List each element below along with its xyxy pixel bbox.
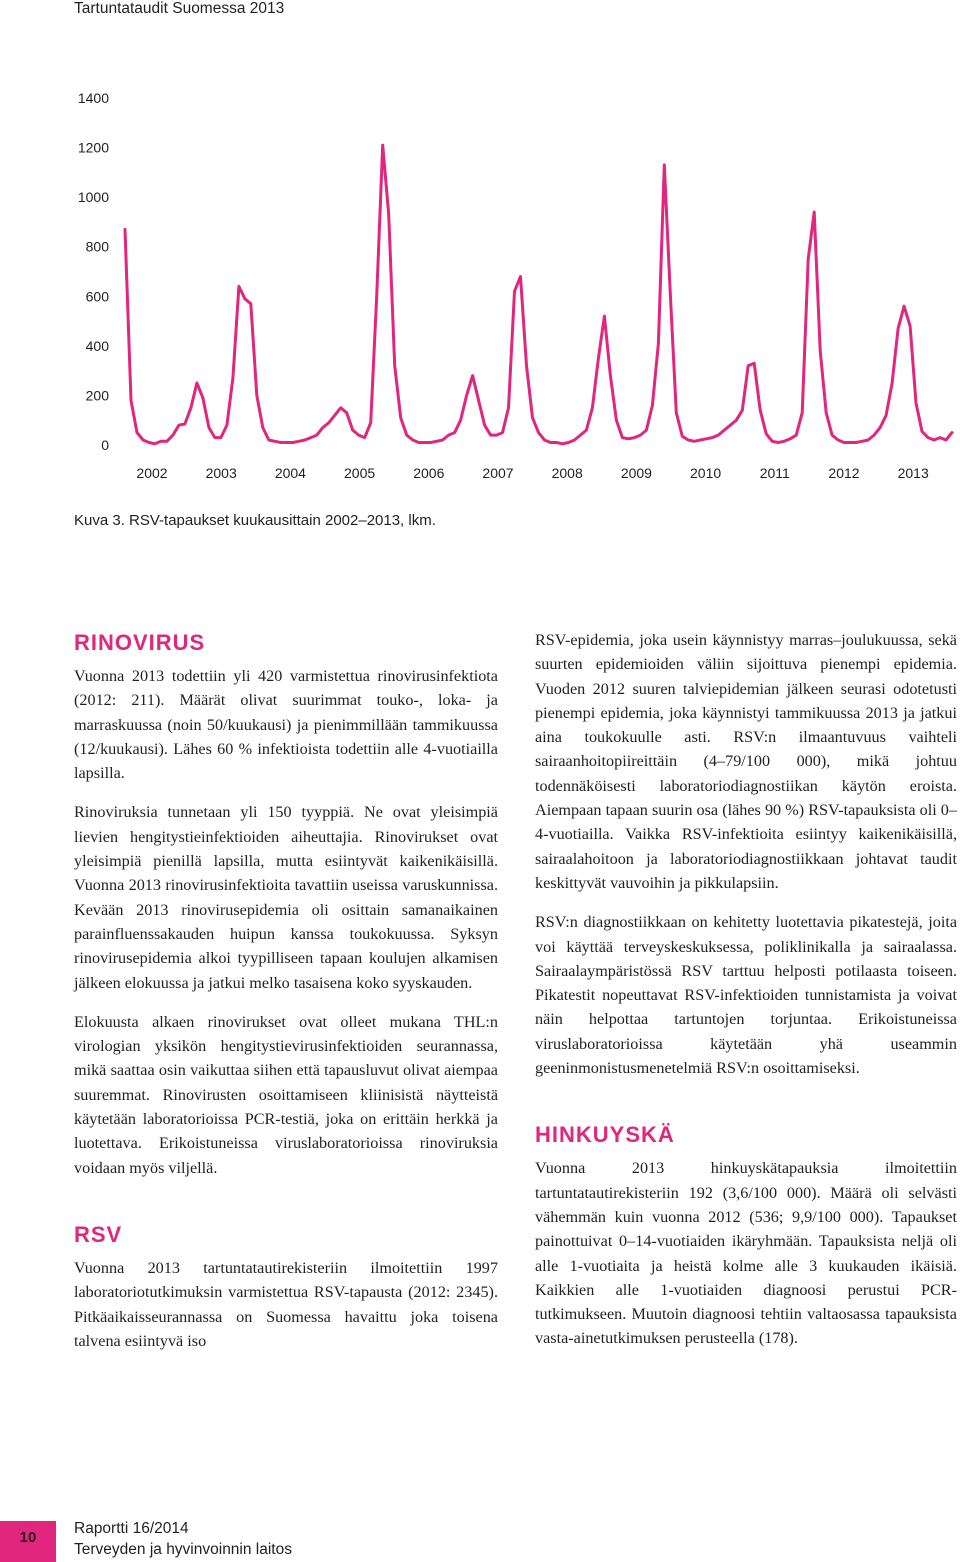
rsv-cases-line — [125, 145, 952, 444]
page-number: 10 — [19, 1529, 37, 1546]
x-tick-label: 2011 — [759, 465, 790, 481]
y-tick-label: 600 — [85, 288, 109, 305]
rsv-paragraph-1: Vuonna 2013 tartuntatautirekisteriin ilmoitettiin 1997 laboratoriotutkimuksin varmistettua RSV-tapausta (2012: 2345). Pitkäaikaisseurannassa on Suomessa havaittu joka toisena talvena esiintyvä iso — [74, 1258, 498, 1350]
running-header: Tartuntataudit Suomessa 2013 — [74, 0, 285, 17]
x-tick-label: 2006 — [413, 465, 445, 481]
x-tick-label: 2005 — [344, 465, 376, 481]
x-tick-label: 2012 — [828, 465, 860, 481]
rsv-paragraph-3: RSV:n diagnostiikkaan on kehitetty luotettavia pikatestejä, joita voi käyttää terveyskeskuksessa, poliklinikalla ja sairaalassa. Sairaalaympäristössä RSV tarttuu helposti potilaasta toiseen. Pikatestit nopeuttavat RSV-infektioiden tunnistamista ja voivat näin helpottaa tartuntojen torjuntaa. Erikoistuneissa viruslaboratorioissa käytetään yhä useammin geeninmonistusmenetelmiä RSV:n osoittamiseksi. — [535, 913, 957, 1078]
rinovirus-paragraph-1: Vuonna 2013 todettiin yli 420 varmistettua rinovirusinfektiota (2012: 211). Määrät olivat suurimmat touko-, loka- ja marraskuussa (noin 50/kuukausi) ja pienimmillään tammikuussa (12/kuukausi). Lähes 60 % infektioista todettiin alle 4-vuotiailla lapsilla. — [74, 667, 498, 783]
x-tick-label: 2008 — [551, 465, 583, 481]
hinkuyska-paragraph: Vuonna 2013 hinkuyskätapauksia ilmoitettiin tartuntatautirekisteriin 192 (3,6/100 000). Määrä oli selvästi vähemmän kuin vuonna 2012 (536; 9,9/100 000). Tapaukset painottuivat 0–14-vuotiaiden ikäryhmään. Tapauksista neljä oli alle 1-vuotiaita ja heistä kolme alle 3 kuukauden ikäisiä. Kaikkien alle 1-vuotiaiden diagnoosi perustui PCR-tutkimukseen. Muutoin diagnoosi tehtiin valtaosassa tapauksista vasta-ainetutkimuksen perusteella (178). — [535, 1159, 957, 1348]
figure-caption: Kuva 3. RSV-tapaukset kuukausittain 2002–2013, lkm. — [74, 512, 436, 529]
right-column — [535, 628, 957, 1351]
y-tick-label: 0 — [101, 437, 109, 453]
rsv-paragraph-2: RSV-epidemia, joka usein käynnistyy marras–joulukuussa, sekä suurten epidemioiden väliin sijoittuva pienempi epidemia. Vuoden 2012 suuren talviepidemian jälkeen seurasi odotetusti pienempi epidemia, joka käynnistyi tammikuussa 2013 ja jatkui aina toukokuulle asti. RSV:n ilmaantuvuus vaihteli sairaanhoitopiireittäin (4–79/100 000), mikä johtuu todennäköisesti laboratoriodiagnostiikan käytön eroista. Aiempaan tapaan suurin osa (lähes 90 %) RSV-tapauksista oli 0–4-vuotiailla. Vaikka RSV-infektioita esiintyy kaikenikäisillä, sairaalahoitoon ja laboratoriodiagnostiikkaan johtavat taudit keskittyvät vauvoihin ja pikkulapsiin. — [535, 631, 957, 892]
y-tick-label: 1000 — [77, 189, 109, 206]
footer — [74, 1518, 292, 1560]
x-tick-label: 2004 — [274, 465, 306, 481]
x-tick-label: 2009 — [620, 465, 652, 481]
rsv-heading: RSV — [74, 1221, 123, 1247]
footer-institution: Terveyden ja hyvinvoinnin laitos — [74, 1541, 292, 1558]
x-tick-label: 2010 — [690, 465, 722, 481]
x-tick-label: 2002 — [136, 465, 168, 481]
y-tick-label: 800 — [85, 238, 109, 255]
x-tick-label: 2013 — [897, 465, 929, 481]
left-column — [74, 628, 498, 1353]
rinovirus-heading: RINOVIRUS — [74, 630, 206, 655]
y-tick-label: 1200 — [77, 139, 109, 156]
footer-report: Raportti 16/2014 — [74, 1520, 189, 1537]
y-tick-label: 200 — [85, 387, 109, 404]
rsv-monthly-chart — [0, 80, 960, 500]
y-tick-label: 1400 — [77, 90, 109, 106]
y-axis-tick-labels — [78, 90, 109, 453]
x-axis-year-labels — [136, 465, 929, 481]
hinkuyska-heading: HINKUYSKÄ — [535, 1122, 675, 1148]
y-tick-label: 400 — [85, 337, 109, 354]
x-tick-label: 2003 — [205, 465, 237, 481]
rinovirus-paragraph-3: Elokuusta alkaen rinovirukset ovat olleet mukana THL:n virologian yksikön hengitystievirusinfektioiden seurannassa, mikä saattaa osin vaikuttaa siihen että tapausluvut olivat aiempaa suuremmat. Rinovirusten osoittamiseen kliinisistä näytteistä käytetään laboratorioissa PCR-testiä, joka on erittäin herkkä ja luotettava. Erikoistuneissa viruslaboratorioissa rinoviruksia voidaan myös viljellä. — [74, 1012, 498, 1177]
rinovirus-paragraph-2: Rinoviruksia tunnetaan yli 150 tyyppiä. Ne ovat yleisimpiä lievien hengitystieinfektioiden aiheuttajia. Rinovirukset ovat yleisimpiä pienillä lapsilla, mutta esiintyvät kaikenikäisillä. Vuonna 2013 rinovirusinfektioita tavattiin useissa varuskunnissa. Kevään 2013 rinovirusepidemia oli osittain samanaikainen parainfluenssakauden huipun kanssa toukokuussa. Syksyn rinovirusepidemia alkoi tyypilliseen tapaan koulujen alkamisen jälkeen elokuussa ja jatkui melko tasaisena koko syyskauden. — [74, 803, 498, 992]
x-tick-label: 2007 — [482, 465, 514, 481]
